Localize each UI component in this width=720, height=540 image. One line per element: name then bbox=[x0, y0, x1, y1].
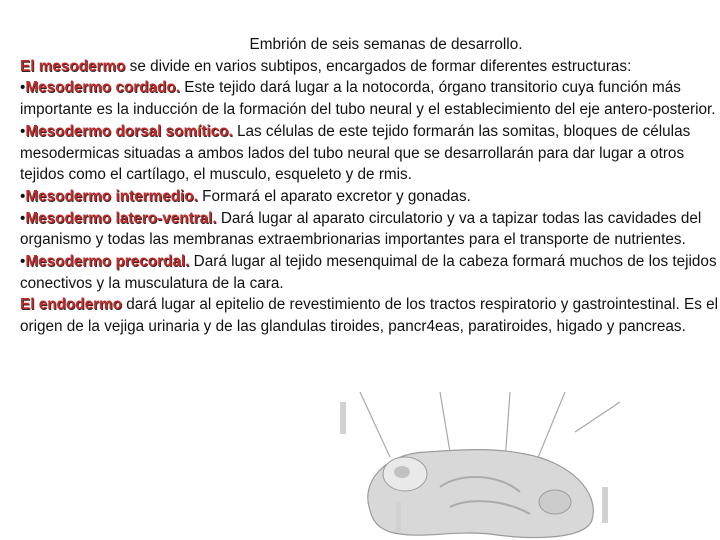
item-term: Mesodermo dorsal somítico. bbox=[25, 122, 233, 140]
item-term: Mesodermo cordado. bbox=[25, 79, 181, 97]
endoderm-paragraph bbox=[20, 294, 720, 337]
item-term: Mesodermo precordal. bbox=[25, 253, 190, 271]
intro-term: El mesodermo bbox=[20, 57, 126, 75]
list-item bbox=[20, 251, 720, 294]
list-item bbox=[20, 77, 720, 120]
item-text: Formará el aparato excretor y gonadas. bbox=[197, 187, 471, 205]
bullet: • bbox=[20, 209, 26, 227]
bullet: • bbox=[20, 187, 26, 205]
intro-paragraph bbox=[20, 56, 720, 78]
item-term: Mesodermo latero-ventral. bbox=[25, 209, 217, 227]
bullet: • bbox=[20, 253, 26, 271]
list-item bbox=[20, 121, 720, 186]
slide-title: Embrión de seis semanas de desarrollo. bbox=[249, 36, 523, 53]
item-text: Dará lugar al aparato circulatorio y va a tapizar todas las cavidades del organismo y todas las membranas extraembrionarias importantes para el transporte de nutrientes. bbox=[20, 209, 702, 249]
embryo-illustration bbox=[330, 392, 630, 540]
slide-body bbox=[20, 34, 720, 338]
endoderm-term: El endodermo bbox=[20, 296, 122, 314]
intro-text: se divide en varios subtipos, encargados de formar diferentes estructuras: bbox=[125, 57, 632, 75]
item-text: Este tejido dará lugar a la notocorda, órgano transitorio cuya función más importante es la inducción de la formación del tubo neural y el establecimiento del eje antero-posterior. bbox=[20, 79, 716, 119]
item-term: Mesodermo intermedio. bbox=[25, 187, 198, 205]
item-text: Dará lugar al tejido mesenquimal de la cabeza formará muchos de los tejidos conectivos y la musculatura de la cara. bbox=[20, 253, 717, 292]
bullet: • bbox=[20, 122, 26, 140]
list-item bbox=[20, 208, 720, 251]
endoderm-text: dará lugar al epitelio de revestimiento de los tractos respiratorio y gastrointestinal. Es el origen de la vejiga urinaria y de las glandulas tiroides, pancr4eas, paratiroides, higado y pancreas. bbox=[20, 296, 719, 336]
list-item bbox=[20, 186, 720, 208]
bullet: • bbox=[20, 79, 26, 97]
item-text: Las células de este tejido formarán las somitas, bloques de células mesodermicas situadas a ambos lados del tubo neural que se desarrollarán para dar lugar a otros tejidos como el cartílago, el musculo, esqueleto y de rmis. bbox=[20, 122, 691, 184]
